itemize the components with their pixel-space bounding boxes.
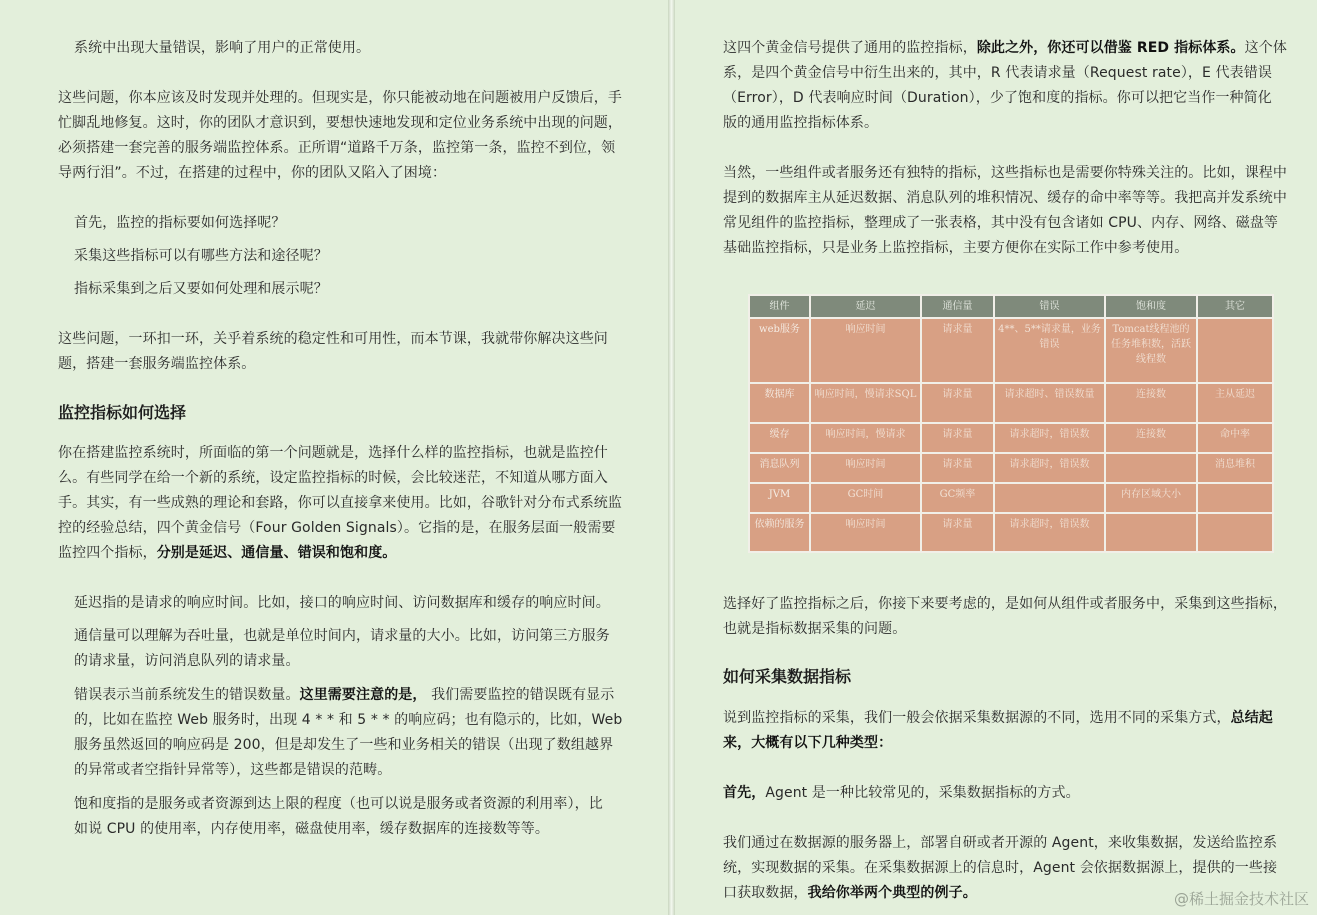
- paragraph-line: 这些问题，一环扣一环，关乎着系统的稳定性和可用性，而本节课，我就带你解决这些问: [58, 331, 608, 347]
- paragraph-line: 控的经验总结，四个黄金信号（Four Golden Signals）。它指的是，在服务层面一般需要: [58, 520, 616, 536]
- table-cell: GC频率: [921, 483, 994, 513]
- paragraph-line: 忙脚乱地修复。这时，你的团队才意识到，要想快速地发现和定位业务系统中出现的问题，: [58, 115, 622, 131]
- bold-text: 首先，: [723, 785, 766, 801]
- table-cell: 缓存: [749, 423, 810, 452]
- table-header: 饱和度: [1105, 295, 1197, 318]
- table-cell: 4**、5**请求量，业务错误: [994, 318, 1105, 383]
- paragraph-line: 这四个黄金信号提供了通用的监控指标，除此之外，你还可以借鉴 RED 指标体系。这个体: [723, 40, 1287, 56]
- bold-text: 除此之外，你还可以借鉴 RED 指标体系。: [976, 40, 1245, 56]
- paragraph-line: 么。有些同学在给一个新的系统，设定监控指标的时候，会比较迷茫，不知道从哪方面入: [58, 470, 608, 486]
- paragraph-line: （Error），D 代表响应时间（Duration），少了饱和度的指标。你可以把它当作一种简化: [723, 90, 1272, 106]
- paragraph-line: 提到的数据库主从延迟数据、消息队列的堆积情况、缓存的命中率等等。我把高并发系统中: [723, 190, 1287, 206]
- table-cell: 消息队列: [749, 453, 810, 483]
- question-item: 指标采集到之后又要如何处理和展示呢？: [74, 281, 328, 297]
- table-cell: 请求量: [921, 318, 994, 383]
- table-header: 组件: [749, 295, 810, 318]
- table-cell: 数据库: [749, 383, 810, 424]
- table-cell: 连接数: [1105, 423, 1197, 452]
- table-cell: 请求超时，错误数: [994, 513, 1105, 552]
- bold-text: 这里需要注意的是，: [299, 687, 427, 703]
- table-cell: 消息堆积: [1197, 453, 1273, 483]
- paragraph-line: 版的通用监控指标体系。: [723, 115, 879, 131]
- table-cell: 内存区域大小: [1105, 483, 1197, 513]
- paragraph-line: 统，实现数据的采集。在采集数据源上的信息时，Agent 会依据数据源上，提供的一些接: [723, 860, 1278, 876]
- table-cell: [1197, 483, 1273, 513]
- question-item: 采集这些指标可以有哪些方法和途径呢？: [74, 248, 328, 264]
- table-header: 延迟: [810, 295, 921, 318]
- table-header-row: [749, 295, 1273, 318]
- paragraph-line: 必须搭建一套完善的服务端监控体系。正所谓“道路千万条，监控第一条，监控不到位，领: [58, 140, 616, 156]
- paragraph-line: 这些问题，你本应该及时发现并处理的。但现实是，你只能被动地在问题被用户反馈后，手: [58, 90, 622, 106]
- table-cell: 请求超时，错误数: [994, 423, 1105, 452]
- section-heading: 如何采集数据指标: [723, 667, 852, 686]
- table-cell: 响应时间，慢请求: [810, 423, 921, 452]
- paragraph-line: 导两行泪”。不过，在搭建的过程中，你的团队又陷入了困境：: [58, 165, 447, 181]
- paragraph-line: 手。其实，有一些成熟的理论和套路，你可以直接拿来使用。比如，谷歌针对分布式系统监: [58, 495, 622, 511]
- table-cell: Tomcat线程池的任务堆积数，活跃线程数: [1105, 318, 1197, 383]
- bullet-errors: 的，比如在监控 Web 服务时，出现 4 * * 和 5 * * 的响应码；也有隐示的，比如，Web: [74, 712, 623, 728]
- question-item: 首先，监控的指标要如何选择呢？: [74, 215, 286, 231]
- paragraph-line: 口获取数据，我给你举两个典型的例子。: [723, 885, 977, 901]
- table-row: [749, 513, 1273, 552]
- page-gutter: [668, 0, 675, 915]
- table-cell: 请求量: [921, 513, 994, 552]
- table-header: 其它: [1197, 295, 1273, 318]
- paragraph-line: 系，是四个黄金信号中衍生出来的，其中，R 代表请求量（Request rate），E 代表错误: [723, 65, 1272, 81]
- table-row: [749, 423, 1273, 452]
- watermark: @稀土掘金技术社区: [1173, 890, 1309, 908]
- table-cell: 请求量: [921, 423, 994, 452]
- table-cell: [1197, 513, 1273, 552]
- table-cell: 响应时间，慢请求SQL: [810, 383, 921, 424]
- bold-text: 总结起: [1230, 710, 1273, 726]
- bullet-errors: 错误表示当前系统发生的错误数量。这里需要注意的是， 我们需要监控的错误既有显示: [74, 687, 615, 703]
- paragraph-line: 说到监控指标的采集，我们一般会依据采集数据源的不同，选用不同的采集方式，总结起: [723, 710, 1273, 726]
- table-row: [749, 453, 1273, 483]
- table-cell: 请求超时、错误数量: [994, 383, 1105, 424]
- bold-text: 来，大概有以下几种类型：: [723, 735, 893, 751]
- table-cell: 依赖的服务: [749, 513, 810, 552]
- table-cell: 响应时间: [810, 453, 921, 483]
- table-header: 错误: [994, 295, 1105, 318]
- bold-text: 我给你举两个典型的例子。: [807, 885, 977, 901]
- table-cell: JVM: [749, 483, 810, 513]
- bullet-traffic: 的请求量，访问消息队列的请求量。: [74, 653, 300, 669]
- table-cell: 请求超时，错误数: [994, 453, 1105, 483]
- paragraph-line: [723, 731, 892, 756]
- paragraph-line: 选择好了监控指标之后，你接下来要考虑的，是如何从组件或者服务中，采集到这些指标，: [723, 596, 1287, 612]
- table-cell: 主从延迟: [1197, 383, 1273, 424]
- table-cell: [1105, 513, 1197, 552]
- table-row: [749, 318, 1273, 383]
- bold-text: 分别是延迟、通信量、错误和饱和度。: [156, 545, 397, 561]
- table-cell: [1105, 453, 1197, 483]
- table-cell: web服务: [749, 318, 810, 383]
- table-cell: [994, 483, 1105, 513]
- paragraph-line: 你在搭建监控系统时，所面临的第一个问题就是，选择什么样的监控指标，也就是监控什: [58, 445, 608, 461]
- section-heading: 监控指标如何选择: [58, 403, 187, 422]
- paragraph-line: 监控四个指标，分别是延迟、通信量、错误和饱和度。: [58, 545, 397, 561]
- paragraph-line: 首先，Agent 是一种比较常见的，采集数据指标的方式。: [723, 785, 1080, 801]
- metrics-table: [748, 294, 1274, 553]
- right-page: [675, 0, 1317, 915]
- bullet-saturation: 如说 CPU 的使用率，内存使用率，磁盘使用率，缓存数据库的连接数等等。: [74, 821, 549, 837]
- table-row: [749, 483, 1273, 513]
- paragraph-line: 我们通过在数据源的服务器上，部署自研或者开源的 Agent，来收集数据，发送给监控系: [723, 835, 1278, 851]
- paragraph-line: 也就是指标数据采集的问题。: [723, 621, 907, 637]
- bullet-traffic: 通信量可以理解为吞吐量，也就是单位时间内，请求量的大小。比如，访问第三方服务: [74, 628, 610, 644]
- table-cell: 响应时间: [810, 513, 921, 552]
- table-cell: 连接数: [1105, 383, 1197, 424]
- paragraph-line: 当然，一些组件或者服务还有独特的指标，这些指标也是需要你特殊关注的。比如，课程中: [723, 165, 1287, 181]
- table-cell: 请求量: [921, 383, 994, 424]
- paragraph-line: 常见组件的监控指标，整理成了一张表格，其中没有包含诸如 CPU、内存、网络、磁盘等: [723, 215, 1279, 231]
- bullet-errors: 的异常或者空指针异常等），这些都是错误的范畴。: [74, 762, 392, 778]
- table-cell: GC时间: [810, 483, 921, 513]
- table-row: [749, 383, 1273, 424]
- bullet-errors: 服务虽然返回的响应码是 200，但是却发生了一些和业务相关的错误（出现了数组越界: [74, 737, 614, 753]
- table-cell: 请求量: [921, 453, 994, 483]
- paragraph-line: 系统中出现大量错误，影响了用户的正常使用。: [74, 40, 371, 56]
- table-header: 通信量: [921, 295, 994, 318]
- table-cell: [1197, 318, 1273, 383]
- paragraph-line: 基础监控指标，只是业务上监控指标，主要方便你在实际工作中参考使用。: [723, 240, 1189, 256]
- bullet-saturation: 饱和度指的是服务或者资源到达上限的程度（也可以说是服务或者资源的利用率），比: [74, 796, 603, 812]
- bullet-latency: 延迟指的是请求的响应时间。比如，接口的响应时间、访问数据库和缓存的响应时间。: [74, 595, 610, 611]
- table-cell: 响应时间: [810, 318, 921, 383]
- table-cell: 命中率: [1197, 423, 1273, 452]
- paragraph-line: 题，搭建一套服务端监控体系。: [58, 356, 256, 372]
